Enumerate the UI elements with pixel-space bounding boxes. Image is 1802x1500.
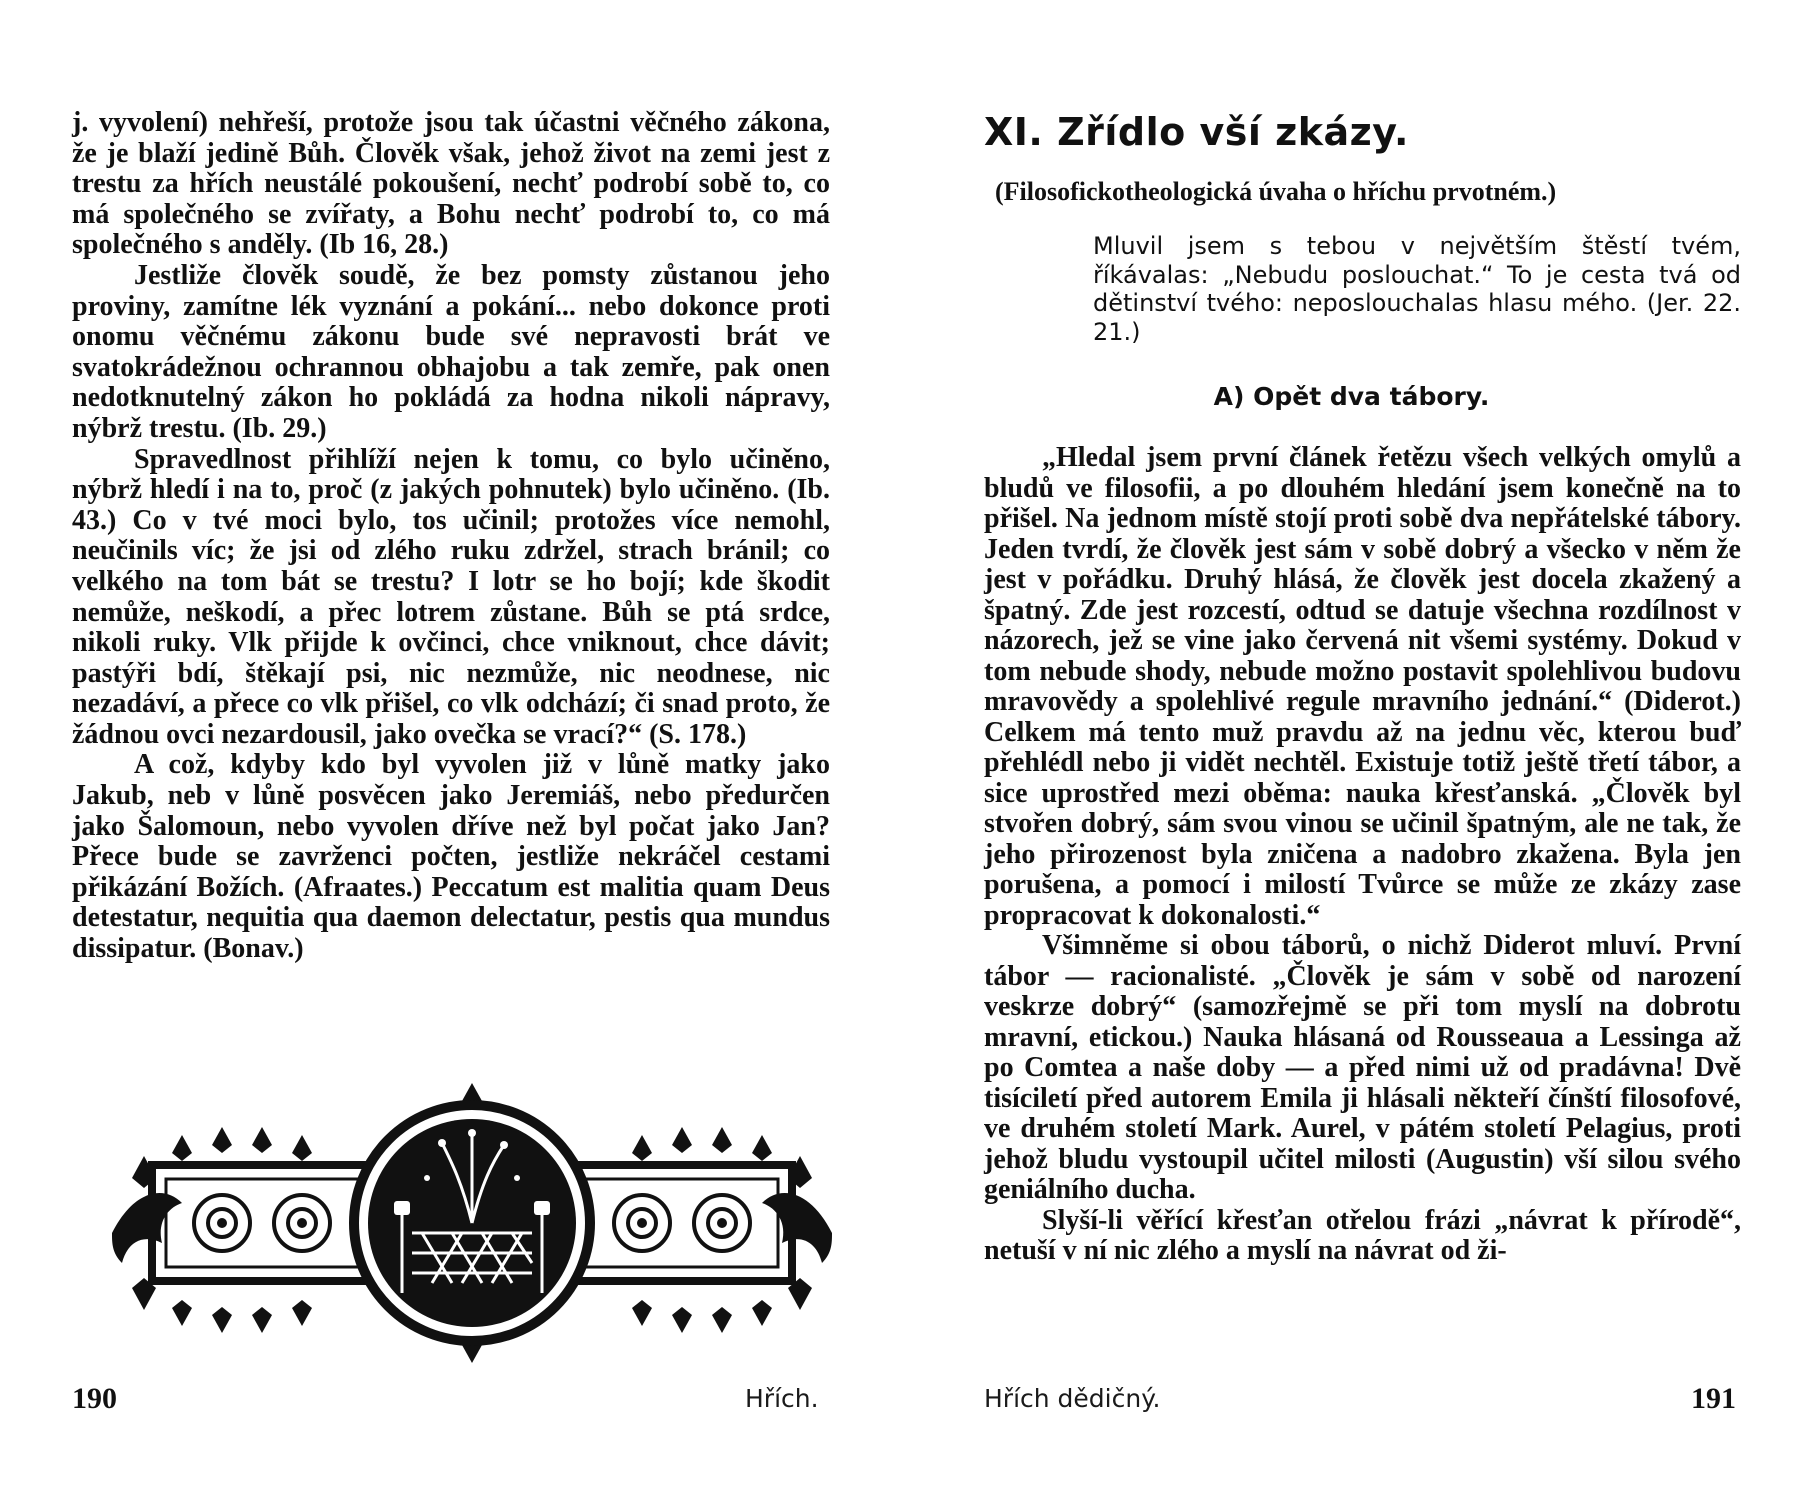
page-number-left: 190 <box>72 1382 117 1415</box>
right-text-column <box>984 443 1741 1267</box>
epigraph: Mluvil jsem s tebou v největším štěstí tvém, říkávalas: „Nebudu poslouchat.“ To je cesta tvá od dětinství tvého: neposlouchalas hlasu mého. (Jer. 22. 21.) <box>1093 232 1741 346</box>
left-text-column <box>72 108 830 965</box>
paragraph: A což, kdyby kdo byl vyvolen již v lůně matky jako Jakub, neb v lůně posvěcen jako Jeremiáš, nebo předurčen jako Šalomoun, nebo vyvolen dříve než byl počat jako Jan? Přece bude se zavrženci počten, jestliže nekráčel cestami přikázání Božích. (Afraates.) Peccatum est malitia quam Deus detestatur, nequitia qua daemon delectatur, pestis qua mundus dissipatur. (Bonav.) <box>72 749 830 965</box>
section-heading: A) Opět dva tábory. <box>1213 382 1490 411</box>
running-head-left: Hřích. <box>745 1384 819 1413</box>
paragraph: j. vyvolení) nehřeší, protože jsou tak účastni věčného zákona, že je blaží jedině Bůh. Člověk však, jehož život na zemi jest z trestu za hřích neustálé pokoušení, nechť podrobí sobě to, co má společného se zvířaty, a Bohu nechť podrobí to, co má společného s anděly. (Ib 16, 28.) <box>72 107 830 261</box>
decorative-vignette-ornament <box>112 1083 832 1363</box>
running-head-right: Hřích dědičný. <box>984 1384 1161 1413</box>
right-page <box>901 0 1802 1500</box>
paragraph: Všimněme si obou táborů, o nichž Diderot mluví. První tábor — racionalisté. „Člověk je sám v sobě od narození veskrze dobrý“ (samozřejmě se při tom myslí na dobrotu mravní, etickou.) Nauka hlásaná od Rousseaua a Lessinga až po Comtea a naše doby — a před nimi už od pradávna! Dvě tisíciletí před autorem Emila ji hlásali někteří čínští filosofové, ve druhém století Mark. Aurel, v pátém století Pelagius, proti jehož bludu vystoupil učitel milosti (Augustin) vší silou svého geniálního ducha. <box>984 930 1741 1205</box>
chapter-title: XI. Zřídlo vší zkázy. <box>984 110 1409 154</box>
page-number-right: 191 <box>1691 1382 1736 1415</box>
paragraph: Spravedlnost přihlíží nejen k tomu, co bylo učiněno, nýbrž hledí i na to, proč (z jakých pohnutek) bylo učiněno. (Ib. 43.) Co v tvé moci bylo, tos učinil; protožes více nemohl, neučinils víc; že jsi od zlého ruku zdržel, strach bránil; co velkého na tom bát se trestu? I lotr se ho bojí; kde škodit nemůže, neškodí, a přec lotrem zůstane. Bůh se ptá srdce, nikoli ruky. Vlk přijde k ovčinci, chce vniknout, chce dávit; pastýři bdí, štěkají psi, nic nezmůže, nic neodnese, nic nezadáví, a přece co vlk přišel, co vlk odchází; či snad proto, že žádnou ovci nezardousil, jako ovečka se vrací?“ (S. 178.) <box>72 443 830 750</box>
chapter-subtitle: (Filosofickotheologická úvaha o hříchu prvotném.) <box>995 177 1557 206</box>
paragraph: Slyší-li věřící křesťan otřelou frázi „návrat k přírodě“, netuší v ní nic zlého a myslí na návrat od ži- <box>984 1204 1741 1266</box>
paragraph: „Hledal jsem první článek řetězu všech velkých omylů a bludů ve filosofii, a po dlouhém hledání jsem konečně na to přišel. Na jednom místě stojí proti sobě dva nepřátelské tábory. Jeden tvrdí, že člověk jest sám v sobě dobrý a všecko v něm že jest v pořádku. Druhý hlásá, že člověk jest docela zkažený a špatný. Zde jest rozcestí, odtud se datuje všechna rozdílnost v názorech, jež se vine jako červená nit všemi systémy. Dokud v tom nebude shody, nebude možno postavit spolehlivou budovu mravovědy a spolehlivé regule mravního jednání.“ (Diderot.) Celkem má tento muž pravdu až na jednu věc, kterou buď přehlédl nebo ji vidět nechtěl. Existuje totiž ještě třetí tábor, a sice uprostřed mezi oběma: nauka křesťanská. „Člověk byl stvořen dobrý, sám svou vinou se učinil špatným, ale ne tak, že jeho přirozenost byla zničena a nadobro zkažena. Byla jen porušena, a pomocí i milostí Tvůrce se může ze zkázy zase propracovat k dokonalosti.“ <box>984 442 1741 931</box>
paragraph: Jestliže člověk soudě, že bez pomsty zůstanou jeho proviny, zamítne lék vyznání a pokání... nebo dokonce proti onomu věčnému zákonu bude své nepravosti brát ve svatokrádežnou ochrannou obhajobu a tak zemře, pak onen nedotknutelný zákon ho pokládá za hodna nikoli nápravy, nýbrž trestu. (Ib. 29.) <box>72 259 830 444</box>
